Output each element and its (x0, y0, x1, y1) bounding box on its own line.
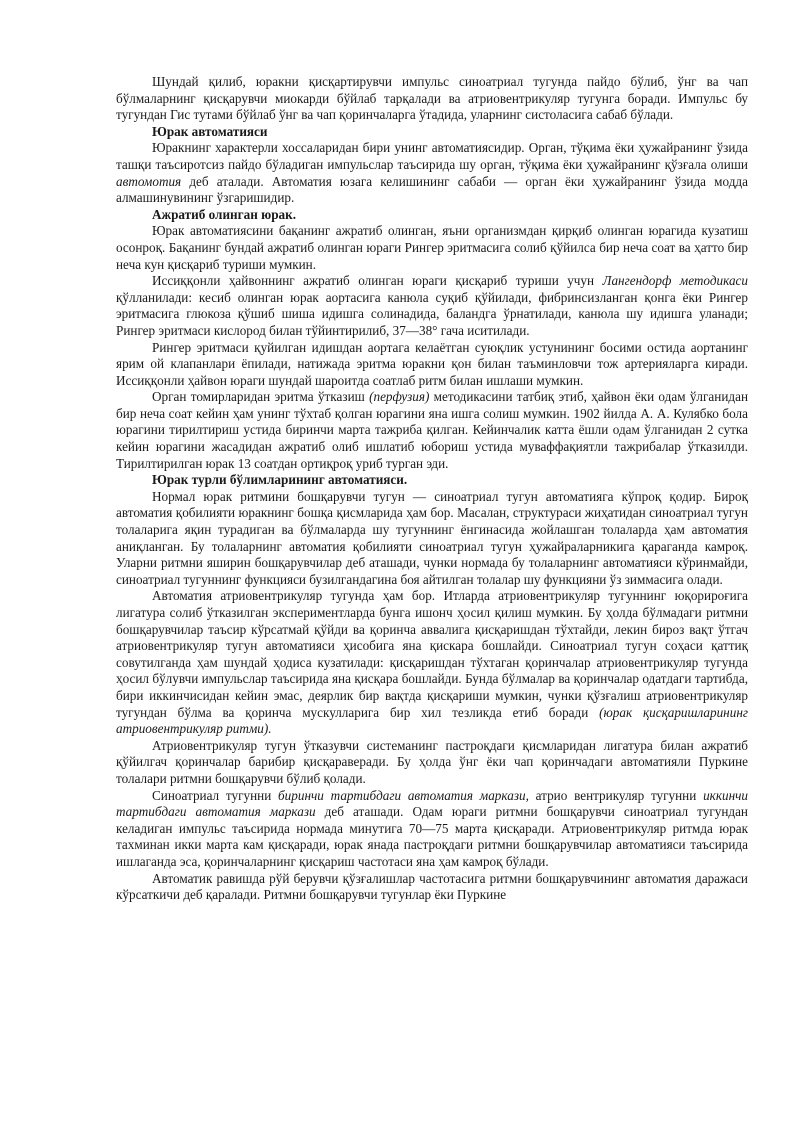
italic-term: (юрак қисқаришларининг атриовентрикуляр ритми). (116, 704, 749, 737)
paragraph (116, 489, 748, 589)
text-segment: Нормал юрак ритмини бошқарувчи тугун — синоатриал тугун автоматияга кўпроқ қодир. Бироқ автоматия қобилияти юракнинг бошқа қисмларида ҳам бор. Масалан, структураси жиҳатидан синоатриал тугун толаларига яқин турадиган ва бўлмаларда шу тугуннинг ёнгинасида жойлашган толаларда ҳам автоматия аниқланган. Бу толаларнинг автоматия қобилияти синоатриал тугун ҳужайраларникига қараганда камроқ. Уларни ритмни яширин бошқарувчилар деб аташади, чунки нормада бу толаларнинг автоматияси кўринмайди, синоатриал тугуннинг функцияси бузилгандагина боя айтилган толалар шу функцияни ўз зиммасига олади. (116, 488, 748, 587)
text-segment: атрио вентрикуляр тугунни (528, 787, 704, 803)
text-segment: Иссиққонли ҳайвоннинг ажратиб олинган юраги қисқариб туриши учун (152, 273, 603, 289)
italic-term: (перфузия) (369, 389, 430, 405)
text-segment: методикасини татбиқ этиб, ҳайвон ёки одам ўлганидан бир неча соат кейин ҳам унинг тўхтаб қолган юрагини яна ишга солиш мумкин. 1902 йилда А. А. Кулябко бола юрагини тирилтириш устида биринчи марта тажриба қилган. Кейинчалик катта ёшли одам ўлганидан 2 сутка кейин юрагини жасадидан ажратиб олиб ишлатиб юбориш устида муваффақиятли тажрибалар ўтказилди. Тирилтирилган юрак 13 соатдан ортиқроқ уриб турган эди. (116, 389, 749, 471)
paragraph (116, 223, 748, 273)
text-segment: деб аташади. Одам юраги ритмни бошқарувчи синоатриал тугундан келадиган импульс таъсирида нормада минутига 70—75 марта қисқаради. Атриовентрикуляр ритмда юрак тахминан икки марта кам қисқаради, юрак янада пастроқдаги ритмни бошқарувчилар автоматияси таъсирида ишлаганда эса, қоринчаларнинг қисқариш частотаси яна ҳам камроқ бўлади. (116, 804, 748, 869)
text-segment: Синоатриал тугунни (152, 787, 279, 803)
text-segment: Рингер эритмаси қуйилган идишдан аортага келаётган суюқлик устунининг босими остида аортанинг ярим ой клапанлари ёпилади, натижада эритма юракни қон билан таъминловчи тож артерияларга киради. Иссиққонли ҳайвон юраги шундай шароитда соатлаб ритм билан ишлаши мумкин. (116, 339, 748, 388)
text-segment: Автоматия атриовентрикуляр тугунда ҳам бор. Итларда атриовентрикуляр тугуннинг юқорироғига лигатура солиб ўтказилган экспериментларда бунга ишонч ҳосил қилиш мумкин. Бу ҳолда бўлмадаги ритмни бошқарувчилар таъсир кўрсатмай қўйди ва қоринча аввалига қисқаришдан тўхтайди, лекин бироз вақт ўтгач атриовентрикуляр тугун автоматияси ҳисобига яна қискара бошлайди. Синоатриал тугун соҳаси қаттиқ совутилганда ҳам шундай ҳодиса кузатилади: қисқаришдан тўхтаган қоринчалар атриовентрикуляр тугунда ҳосил бўлувчи импульслар таъсирида яна қисқара бошлайди. Бунда бўлмалар ва қоринчалар одатдаги тартибда, бири иккинчисидан кейин эмас, деярлик бир вақтда қисқариши мумкин, чунки қўзғалиш атриовентрикуляр тугундан бўлма ва қоринча мускулларига бир хил тезликда етиб боради (116, 588, 748, 720)
text-segment: қўлланилади: кесиб олинган юрак аортасига канюла суқиб қўйилади, фибринсизланган қонга ёки Рингер эритмасига глюкоза қўшиб шиша идишга солинадида, баландга ўрнатилади, канюла шу идишга уланади; Рингер эритмаси кислород билан тўйинтирилиб, 37—38° гача иситилади. (116, 289, 748, 338)
document-page (116, 74, 748, 904)
paragraph (116, 74, 748, 124)
paragraph (116, 588, 748, 737)
section-heading: Юрак автоматияси (152, 123, 268, 139)
text-segment: Автоматик равишда рўй берувчи қўзғалишлар частотасига ритмни бошқарувчининг автоматия даражаси кўрсаткичи деб қаралади. Ритмни бошқарувчи тугунлар ёки Пуркине (116, 870, 748, 903)
paragraph (116, 871, 748, 904)
text-segment: Юракнинг характерли хоссаларидан бири унинг автоматиясидир. Орган, тўқима ёки ҳужайранинг ўзида ташқи таъсиротсиз пайдо бўладиган импульслар таъсирида шу орган, тўқима ёки ҳужайранинг қўзғала олиши (116, 140, 748, 172)
text-segment: Шундай қилиб, юракни қисқартирувчи импульс синоатриал тугунда пайдо бўлиб, ўнг ва чап бўлмаларнинг қисқарувчи миокарди бўйлаб тарқалади ва атриовентрикуляр тугунга боради. Импульс бу тугундан Гис тутами бўйлаб ўнг ва чап қоринчаларга ўтадида, уларнинг систоласига сабаб бўлади. (116, 74, 748, 123)
text-segment: Орган томирларидан эритма ўтказиш (152, 389, 370, 405)
paragraph (116, 140, 748, 206)
italic-term: биринчи тартибдаги автоматия маркази, (278, 787, 529, 803)
section-heading: Ажратиб олинган юрак. (152, 206, 297, 222)
paragraph (116, 788, 748, 871)
paragraph (116, 738, 748, 788)
section-heading: Юрак турли бўлимларининг автоматияси. (152, 472, 408, 488)
text-segment: деб аталади. Автоматия юзага келишининг сабаби — орган ёки ҳужайранинг ўзида модда алмашинувининг ўзгаришидир. (116, 173, 748, 206)
italic-term: иккинчи тартибдаги автоматия маркази (116, 787, 749, 820)
paragraph (116, 273, 748, 339)
text-segment: Атриовентрикуляр тугун ўтказувчи системанинг пастроқдаги қисмларидан лигатура билан ажратиб қўйилгач қоринчалар барибир қисқараверади. Бу ҳолда ўнг ёки чап қоринчадаги автоматияли Пуркине толалари ритмни бошқарувчи бўлиб қолади. (116, 737, 748, 786)
italic-term: автомотия (116, 173, 182, 189)
text-segment: Юрак автоматиясини бақанинг ажратиб олинган, яъни организмдан қирқиб олинган юрагида кузатиш осонроқ. Бақанинг бундай ажратиб олинган юраги Рингер эритмасига солиб қўйилса бир неча соат ва ҳатто бир неча кун қисқариб туриши мумкин. (116, 223, 748, 272)
paragraph (116, 389, 748, 472)
italic-term: Лангендорф методикаси (602, 273, 748, 289)
paragraph (116, 340, 748, 390)
